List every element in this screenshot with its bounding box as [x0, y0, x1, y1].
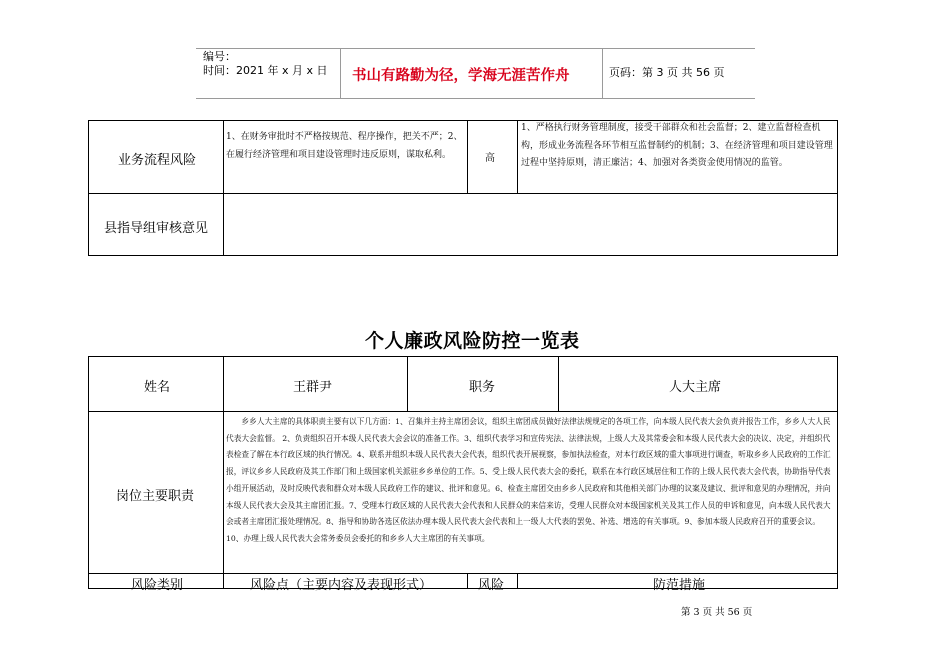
position-label: 职务: [469, 380, 496, 395]
duties-text: 乡乡人大主席的具体职责主要有以下几方面：1、召集并主持主席团会议，组织主席团成员做好法律法规规定的各项工作，向本级人民代表大会负责并报告工作，乡乡人大人民代表大会监督。 2、负责组织召开本级人民代表大会会议的准备工作。3、组织代表学习和宣传宪法、法律法规，上级人大及其常委会和本级人民代表大会的决议、决定，并组织代表检查了解在本行政区域的执行情况。4、联系并组织本级人民代表大会代表，组织代表开展视察，参加执法检查，对本行政区域的重大事项进行调查，听取乡乡人民政府的工作汇报，评议乡乡人民政府及其工作部门和上级国家机关派驻乡乡单位的工作。5、受上级人民代表大会的委托，联系在本行政区域居住和工作的上级人民代表大会代表，协助指导代表小组开展活动，及时反映代表和群众对本级人民政府工作的建议、批评和意见。6、检查主席团交由乡乡人民政府和其他相关部门办理的议案及建议、批评和意见的办理情况，并向本级人民代表大会及其主席团汇报。7、受理本行政区域的人民代表大会代表和人民群众的来信来访，受理人民群众对本级国家机关及其工作人员的申诉和意见，向本级人民代表大会或者主席团汇报处理情况。8、指导和协助各选区依法办理本级人民代表大会代表和上一级人大代表的罢免、补选、增选的有关事项。9、参加本级人民政府召开的重要会议。10、办理上级人民代表大会常务委员会委托的和乡乡人大主席团的有关事项。: [226, 417, 831, 543]
review-opinion-label: 县指导组审核意见: [104, 221, 209, 236]
risk-point-text: 1、在财务审批时不严格按规范、程序操作，把关不严；2、在履行经济管理和项目建设管理时违反原则，谋取私利。: [226, 132, 463, 160]
header-divider: [340, 48, 341, 98]
name-value: 王群尹: [293, 380, 333, 395]
section-title: 个人廉政风险防控一览表: [365, 330, 580, 352]
document-number: 编号：: [203, 50, 236, 63]
footer-page-number: 第 3 页 共 56 页: [681, 607, 753, 618]
col-risk-point: 风险点（主要内容及表现形式）: [250, 578, 433, 593]
col-risk-level: 风险: [478, 578, 505, 593]
risk-level-text: 高: [485, 153, 495, 164]
position-value: 人大主席: [669, 380, 722, 395]
col-prevention-measures: 防范措施: [653, 578, 706, 593]
col-risk-category: 风险类别: [131, 578, 184, 593]
risk-category-label: 业务流程风险: [118, 153, 197, 168]
prevention-measures-text: 1、严格执行财务管理制度，接受干部群众和社会监督；2、建立监督检查机构，形成业务流程各环节相互监督制约的机制；3、在经济管理和项目建设管理过程中坚持原则，清正廉洁；4、加强对各类资金使用情况的监管。: [521, 123, 833, 168]
header-page-number: 页码：第 3 页 共 56 页: [609, 66, 725, 79]
header-divider: [602, 48, 603, 98]
duties-label: 岗位主要职责: [116, 489, 195, 504]
name-label: 姓名: [144, 380, 171, 395]
review-opinion-content: [226, 196, 833, 252]
document-date: 时间：2021 年 x 月 x 日: [203, 64, 328, 77]
header-motto: 书山有路勤为径，学海无涯苦作舟: [352, 68, 570, 84]
